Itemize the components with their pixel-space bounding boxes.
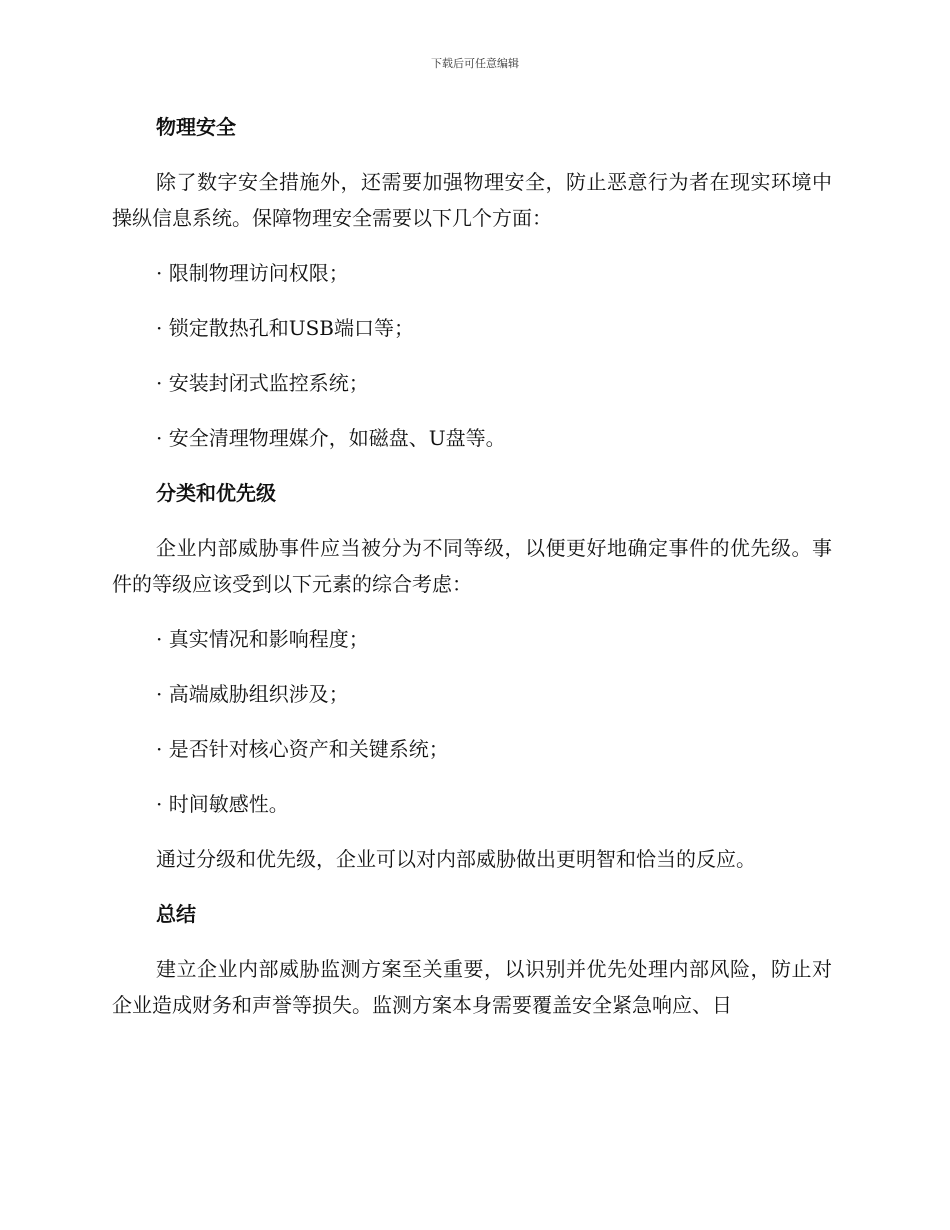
header-note: 下载后可任意编辑 (431, 57, 519, 70)
paragraph-classification-closing: 通过分级和优先级，企业可以对内部威胁做出更明智和恰当的反应。 (156, 847, 756, 871)
bullet-item: · 安全清理物理媒介，如磁盘、U盘等。 (156, 426, 506, 450)
document-body (112, 109, 832, 1042)
section-heading-summary: 总结 (156, 902, 196, 926)
bullet-item: · 时间敏感性。 (156, 792, 289, 816)
paragraph-physical-intro: 除了数字安全措施外，还需要加强物理安全，防止恶意行为者在现实环境中操纵信息系统。保障物理安全需要以下几个方面： (112, 170, 832, 230)
paragraph-summary: 建立企业内部威胁监测方案至关重要，以识别并优先处理内部风险，防止对企业造成财务和声誉等损失。监测方案本身需要覆盖安全紧急响应、日 (112, 957, 832, 1017)
section-heading-classification: 分类和优先级 (156, 481, 276, 505)
bullet-item: · 是否针对核心资产和关键系统； (156, 737, 449, 761)
section-heading-physical-security: 物理安全 (156, 115, 236, 139)
bullet-item: · 限制物理访问权限； (156, 261, 349, 285)
bullet-item: · 真实情况和影响程度； (156, 627, 369, 651)
bullet-item: · 安装封闭式监控系统； (156, 371, 369, 395)
paragraph-classification-intro: 企业内部威胁事件应当被分为不同等级，以便更好地确定事件的优先级。事件的等级应该受到以下元素的综合考虑： (112, 536, 832, 596)
bullet-item: · 高端威胁组织涉及； (156, 682, 349, 706)
bullet-item: · 锁定散热孔和USB端口等； (156, 316, 414, 340)
